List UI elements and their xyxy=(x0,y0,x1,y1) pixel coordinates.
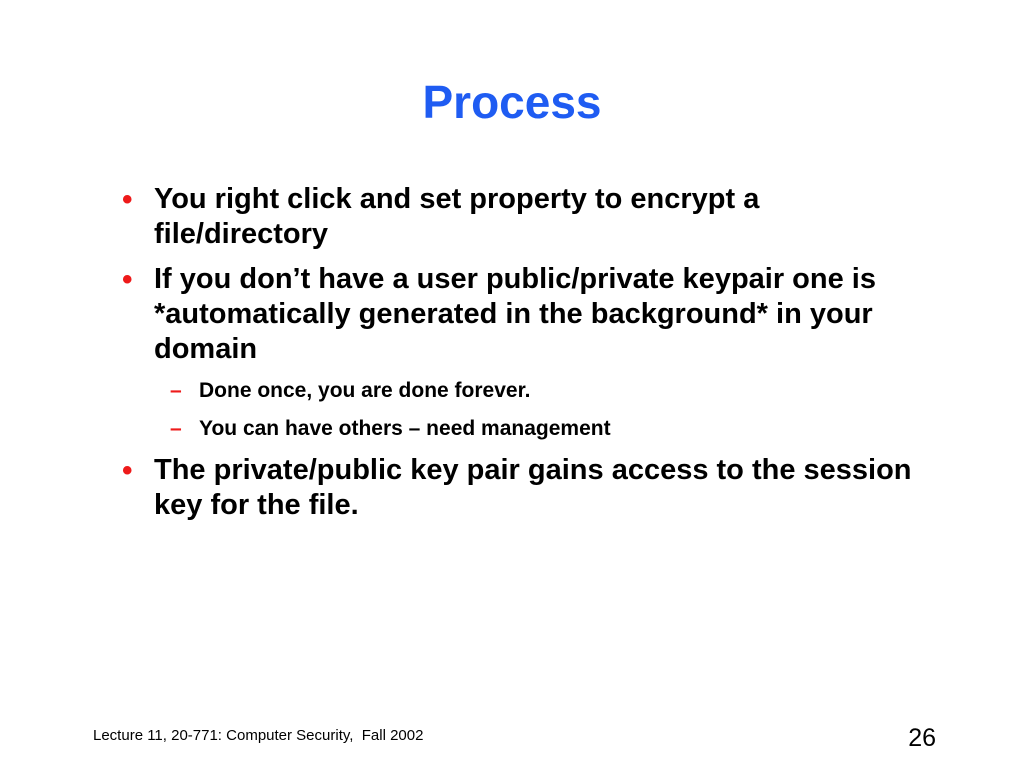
page-number: 26 xyxy=(908,724,936,752)
sub-bullet-text: You can have others – need management xyxy=(199,417,611,440)
bullet-item xyxy=(122,182,922,252)
bullet-text: You right click and set property to encrypt a file/directory xyxy=(154,183,760,250)
bullet-item xyxy=(122,262,922,367)
bullet-item xyxy=(122,453,922,523)
sub-bullet-list xyxy=(167,377,922,443)
bullet-dot-icon: • xyxy=(122,263,133,296)
slide-title: Process xyxy=(422,76,602,128)
sub-bullet-item xyxy=(167,377,922,405)
dash-icon: – xyxy=(170,379,182,402)
bullet-list xyxy=(122,182,922,533)
footer-course-info: Lecture 11, 20-771: Computer Security, Fall 2002 xyxy=(93,727,424,744)
bullet-text: The private/public key pair gains access to the session key for the file. xyxy=(154,454,912,521)
sub-bullet-text: Done once, you are done forever. xyxy=(199,379,531,402)
bullet-dot-icon: • xyxy=(122,183,133,216)
bullet-text: If you don’t have a user public/private keypair one is *automatically generated in the background* in your domain xyxy=(154,263,876,365)
sub-bullet-item xyxy=(167,415,922,443)
dash-icon: – xyxy=(170,417,182,440)
bullet-dot-icon: • xyxy=(122,454,133,487)
